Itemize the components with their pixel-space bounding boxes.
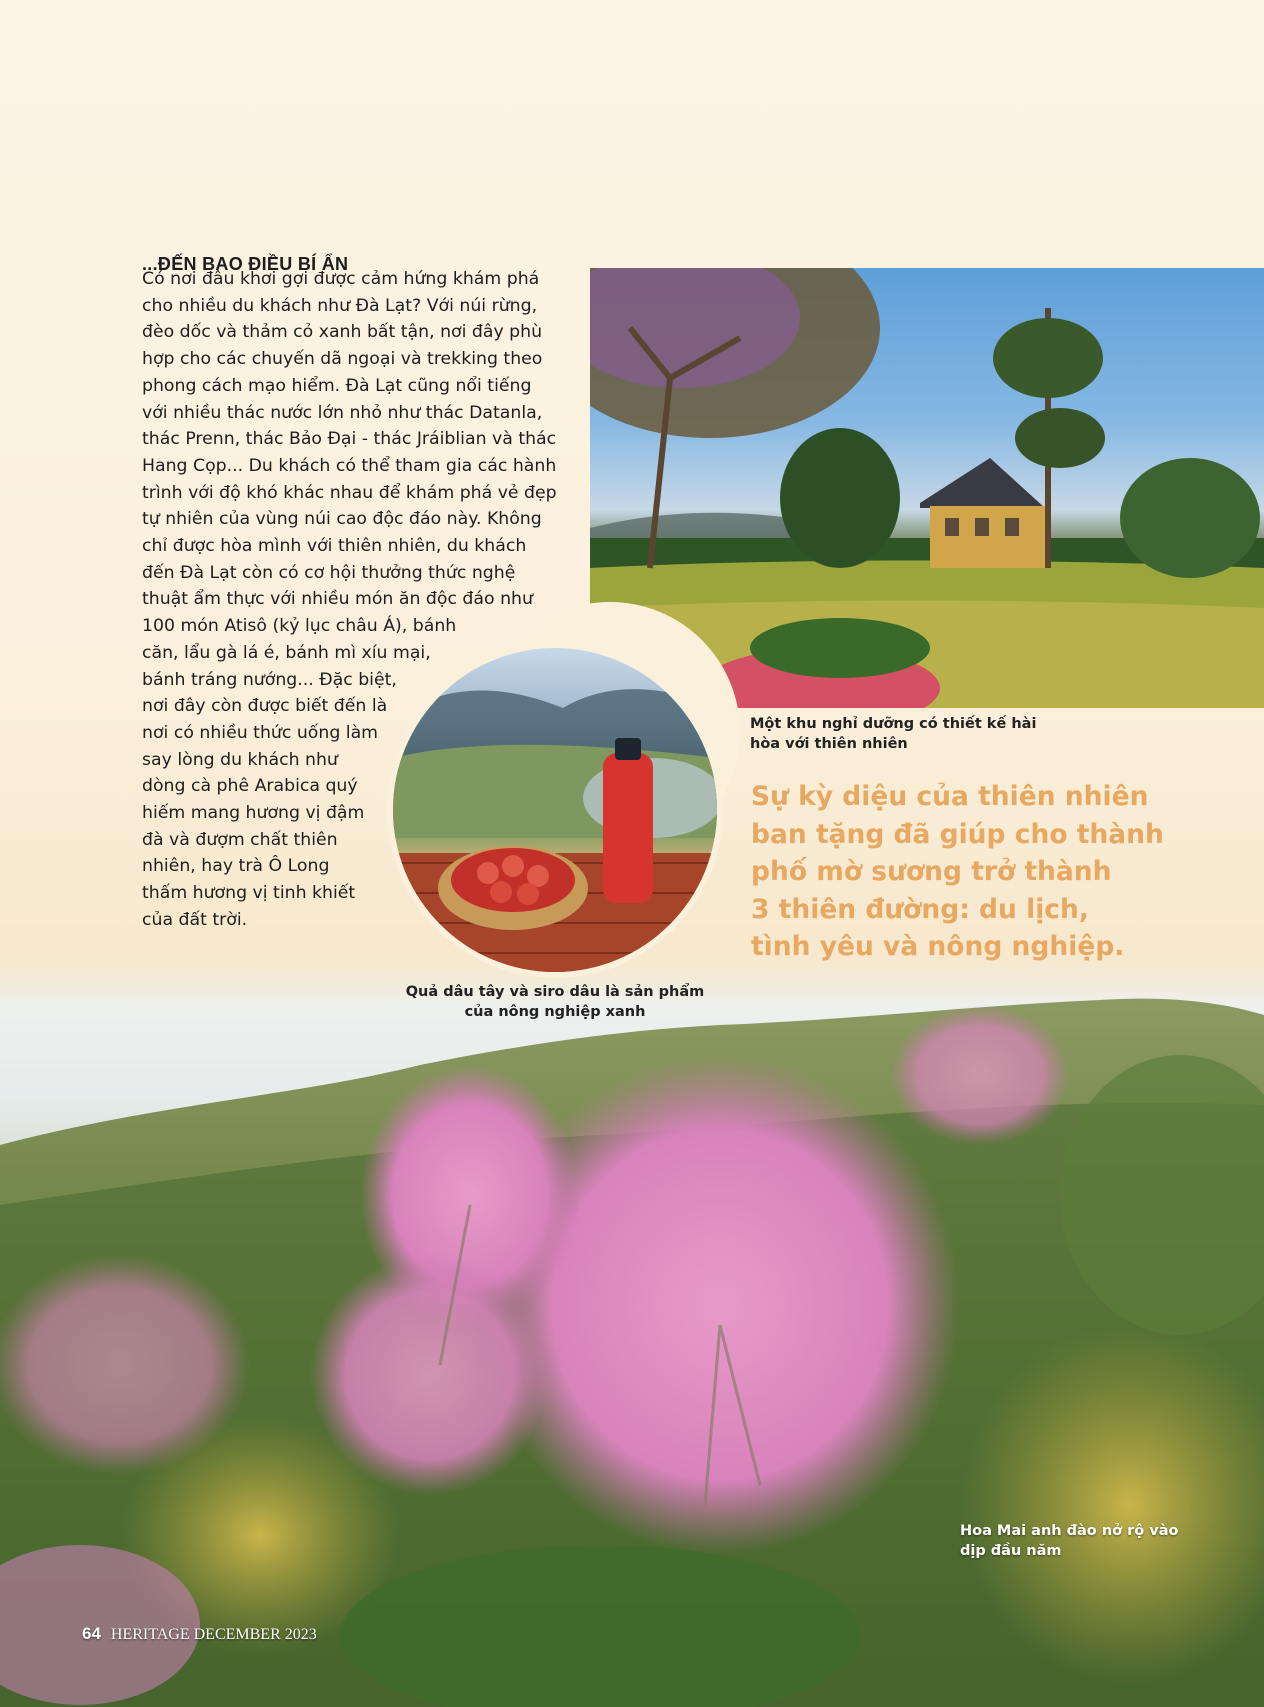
body-line: đến Đà Lạt còn có cơ hội thưởng thức nghệ bbox=[142, 562, 516, 583]
body-line: bánh tráng nướng... Đặc biệt, bbox=[142, 669, 397, 690]
body-line: phong cách mạo hiểm. Đà Lạt cũng nổi tiếng bbox=[142, 375, 532, 396]
body-line: nhiên, hay trà Ô Long bbox=[142, 856, 330, 877]
pull-quote bbox=[751, 778, 1171, 966]
body-line: của đất trời. bbox=[142, 909, 248, 930]
section-heading: ...ĐẾN BAO ĐIỀU BÍ ẨN bbox=[142, 253, 349, 274]
pull-quote-line: phố mờ sương trở thành bbox=[751, 856, 1112, 887]
body-line: cho nhiều du khách như Đà Lạt? Với núi rừng, bbox=[142, 295, 538, 316]
body-line: trình với độ khó khác nhau để khám phá vẻ đẹp bbox=[142, 482, 557, 503]
body-line: nơi đây còn được biết đến là bbox=[142, 696, 388, 717]
pull-quote-line: tình yêu và nông nghiệp. bbox=[751, 931, 1125, 962]
page-footer bbox=[82, 1624, 317, 1644]
publication-name: HERITAGE DECEMBER 2023 bbox=[110, 1626, 317, 1643]
cherry-blossom-photo bbox=[0, 945, 1264, 1707]
body-line: hợp cho các chuyến dã ngoại và trekking theo bbox=[142, 349, 543, 370]
body-line: nơi có nhiều thức uống làm bbox=[142, 722, 379, 743]
body-line: hiếm mang hương vị đậm bbox=[142, 803, 365, 824]
pull-quote-line: 3 thiên đường: du lịch, bbox=[751, 893, 1089, 925]
blossom-caption: Hoa Mai anh đào nở rộ vào dịp đầu năm bbox=[960, 1523, 1179, 1559]
strawberry-photo bbox=[393, 648, 717, 972]
body-line: đà và đượm chất thiên bbox=[142, 829, 338, 850]
body-line: Có nơi đâu khơi gợi được cảm hứng khám phá bbox=[142, 269, 540, 289]
pull-quote-line: ban tặng đã giúp cho thành bbox=[751, 818, 1164, 850]
body-line: say lòng du khách như bbox=[142, 749, 338, 770]
body-line: căn, lẩu gà lá é, bánh mì xíu mại, bbox=[142, 642, 431, 663]
body-line: thấm hương vị tinh khiết bbox=[142, 883, 356, 904]
page-number: 64 bbox=[82, 1624, 101, 1643]
body-line: thuật ẩm thực với nhiều món ăn độc đáo như bbox=[142, 589, 533, 610]
body-line: Hang Cọp... Du khách có thể tham gia các hành bbox=[142, 455, 557, 476]
body-line: với nhiều thác nước lớn nhỏ như thác Datanla, bbox=[142, 402, 543, 423]
pull-quote-line: Sự kỳ diệu của thiên nhiên bbox=[751, 781, 1149, 812]
body-line: 100 món Atisô (kỷ lục châu Á), bánh bbox=[142, 616, 457, 637]
body-line: thác Prenn, thác Bảo Đại - thác Jráiblian và thác bbox=[142, 429, 557, 450]
body-line: đèo dốc và thảm cỏ xanh bất tận, nơi đây phù bbox=[142, 322, 543, 343]
body-line: dòng cà phê Arabica quý bbox=[142, 776, 358, 797]
resort-caption: Một khu nghỉ dưỡng có thiết kế hài hòa với thiên nhiên bbox=[750, 716, 1037, 752]
strawberry-caption: Quả dâu tây và siro dâu là sản phẩm của nông nghiệp xanh bbox=[405, 984, 705, 1020]
body-line: tự nhiên của vùng núi cao độc đáo này. Không bbox=[142, 509, 542, 530]
body-line: chỉ được hòa mình với thiên nhiên, du khách bbox=[142, 536, 527, 557]
